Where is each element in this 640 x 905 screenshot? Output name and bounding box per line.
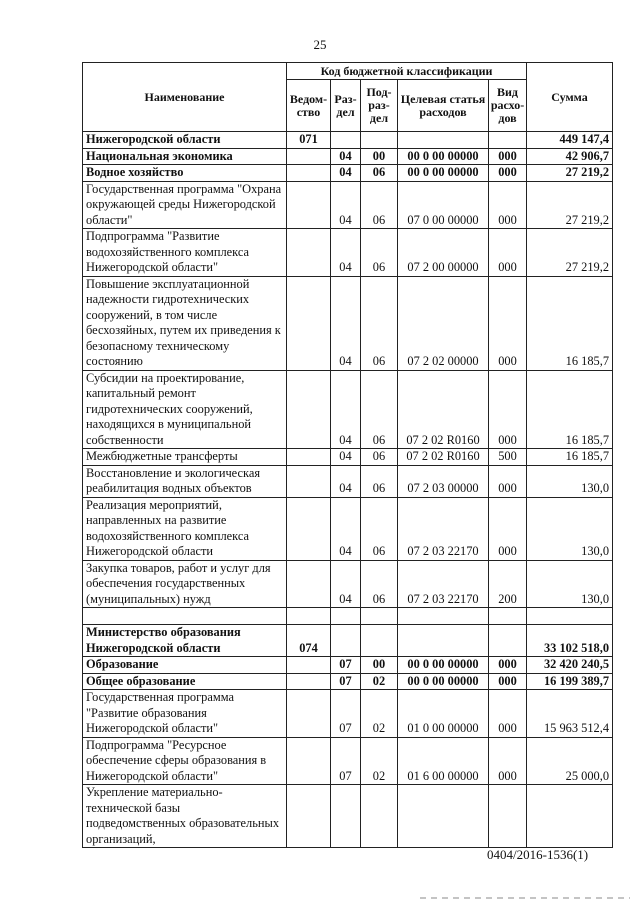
row-dept (287, 276, 331, 370)
row-target: 01 6 00 00000 (398, 737, 489, 785)
header-amount: Сумма (527, 63, 613, 132)
row-section: 07 (331, 673, 361, 690)
row-target (398, 625, 489, 657)
header-section: Раз-дел (331, 80, 361, 132)
row-expense-type: 000 (489, 229, 527, 277)
row-subsection: 06 (361, 181, 398, 229)
row-dept (287, 148, 331, 165)
row-expense-type: 000 (489, 148, 527, 165)
table-row (83, 229, 613, 277)
row-section: 04 (331, 497, 361, 560)
row-dept (287, 785, 331, 848)
row-target: 07 2 02 R0160 (398, 449, 489, 466)
row-subsection (361, 625, 398, 657)
row-amount: 42 906,7 (527, 148, 613, 165)
row-target: 00 0 00 00000 (398, 165, 489, 182)
table-row (83, 276, 613, 370)
row-target: 00 0 00 00000 (398, 657, 489, 674)
table-row (83, 737, 613, 785)
row-target: 01 0 00 00000 (398, 690, 489, 738)
row-amount: 16 199 389,7 (527, 673, 613, 690)
row-name: Общее образование (83, 673, 287, 690)
row-target: 07 2 02 00000 (398, 276, 489, 370)
row-amount: 130,0 (527, 497, 613, 560)
row-target: 07 2 03 00000 (398, 465, 489, 497)
row-section: 04 (331, 465, 361, 497)
row-expense-type (489, 625, 527, 657)
row-expense-type (489, 132, 527, 149)
row-amount: 16 185,7 (527, 370, 613, 449)
row-subsection: 06 (361, 165, 398, 182)
row-dept (287, 465, 331, 497)
row-expense-type: 200 (489, 560, 527, 608)
row-amount: 27 219,2 (527, 181, 613, 229)
row-target: 00 0 00 00000 (398, 148, 489, 165)
header-target: Целевая статья расходов (398, 80, 489, 132)
row-subsection (361, 132, 398, 149)
document-code: 0404/2016-1536(1) (487, 847, 589, 862)
row-name: Нижегородской области (83, 132, 287, 149)
row-target (398, 132, 489, 149)
row-expense-type: 500 (489, 449, 527, 466)
row-expense-type: 000 (489, 181, 527, 229)
row-name: Национальная экономика (83, 148, 287, 165)
row-amount: 25 000,0 (527, 737, 613, 785)
header-dept: Ведом-ство (287, 80, 331, 132)
row-target: 00 0 00 00000 (398, 673, 489, 690)
row-expense-type: 000 (489, 737, 527, 785)
row-section: 04 (331, 165, 361, 182)
row-expense-type: 000 (489, 690, 527, 738)
row-expense-type: 000 (489, 370, 527, 449)
budget-table (82, 62, 613, 848)
row-subsection: 06 (361, 370, 398, 449)
row-expense-type: 000 (489, 276, 527, 370)
row-dept (287, 370, 331, 449)
row-name: Закупка товаров, работ и услуг для обеспечения государственных (муниципальных) нужд (83, 560, 287, 608)
row-expense-type: 000 (489, 673, 527, 690)
table-row (83, 625, 613, 657)
row-subsection: 06 (361, 229, 398, 277)
row-section: 04 (331, 229, 361, 277)
row-amount: 16 185,7 (527, 276, 613, 370)
spacer-row (83, 608, 613, 625)
row-amount: 130,0 (527, 465, 613, 497)
row-section: 07 (331, 737, 361, 785)
row-name: Реализация мероприятий, направленных на развитие водохозяйственного комплекса Нижегородской области (83, 497, 287, 560)
row-dept: 074 (287, 625, 331, 657)
row-amount (527, 785, 613, 848)
row-target: 07 2 03 22170 (398, 497, 489, 560)
page-number: 25 (313, 37, 327, 52)
row-subsection: 06 (361, 449, 398, 466)
row-name: Повышение эксплуатационной надежности гидротехнических сооружений, в том числе бесхозяйных, путем их приведения к безопасному техническому состоянию (83, 276, 287, 370)
table-row (83, 370, 613, 449)
row-section: 04 (331, 276, 361, 370)
row-amount: 27 219,2 (527, 165, 613, 182)
row-dept (287, 165, 331, 182)
table-row (83, 132, 613, 149)
table-row (83, 449, 613, 466)
row-subsection: 06 (361, 276, 398, 370)
row-amount: 15 963 512,4 (527, 690, 613, 738)
row-dept (287, 673, 331, 690)
row-amount: 33 102 518,0 (527, 625, 613, 657)
row-target (398, 785, 489, 848)
row-section: 04 (331, 449, 361, 466)
row-name: Государственная программа "Развитие образования Нижегородской области" (83, 690, 287, 738)
table-row (83, 657, 613, 674)
row-subsection: 06 (361, 465, 398, 497)
header-subsection: Под-раз-дел (361, 80, 398, 132)
row-target: 07 0 00 00000 (398, 181, 489, 229)
row-subsection: 02 (361, 737, 398, 785)
row-dept (287, 690, 331, 738)
header-name: Наименование (83, 63, 287, 132)
row-amount: 16 185,7 (527, 449, 613, 466)
row-subsection (361, 785, 398, 848)
row-section (331, 625, 361, 657)
row-dept (287, 229, 331, 277)
row-expense-type: 000 (489, 657, 527, 674)
table-row (83, 497, 613, 560)
row-expense-type: 000 (489, 165, 527, 182)
row-dept: 071 (287, 132, 331, 149)
table-row (83, 673, 613, 690)
row-name: Субсидии на проектирование, капитальный ремонт гидротехнических сооружений, находящихся в муниципальной собственности (83, 370, 287, 449)
row-dept (287, 737, 331, 785)
row-name: Министерство образования Нижегородской области (83, 625, 287, 657)
row-subsection: 00 (361, 657, 398, 674)
row-subsection: 02 (361, 690, 398, 738)
row-amount: 449 147,4 (527, 132, 613, 149)
row-name: Водное хозяйство (83, 165, 287, 182)
row-section: 04 (331, 148, 361, 165)
row-subsection: 06 (361, 497, 398, 560)
row-amount: 130,0 (527, 560, 613, 608)
header-expense-type: Вид расхо-дов (489, 80, 527, 132)
table-row (83, 148, 613, 165)
table-row (83, 785, 613, 848)
row-subsection: 00 (361, 148, 398, 165)
row-name: Образование (83, 657, 287, 674)
row-section: 04 (331, 560, 361, 608)
row-section (331, 785, 361, 848)
row-dept (287, 449, 331, 466)
row-expense-type: 000 (489, 497, 527, 560)
row-section: 07 (331, 690, 361, 738)
row-target: 07 2 02 R0160 (398, 370, 489, 449)
row-name: Укрепление материально-технической базы подведомственных образовательных организаций, (83, 785, 287, 848)
row-dept (287, 560, 331, 608)
row-dept (287, 657, 331, 674)
row-name: Межбюджетные трансферты (83, 449, 287, 466)
row-section: 07 (331, 657, 361, 674)
table-row (83, 181, 613, 229)
row-name: Подпрограмма "Развитие водохозяйственного комплекса Нижегородской области" (83, 229, 287, 277)
row-subsection: 06 (361, 560, 398, 608)
table-row (83, 560, 613, 608)
row-section: 04 (331, 370, 361, 449)
row-name: Восстановление и экологическая реабилитация водных объектов (83, 465, 287, 497)
table-row (83, 465, 613, 497)
row-dept (287, 497, 331, 560)
row-target: 07 2 00 00000 (398, 229, 489, 277)
row-name: Государственная программа "Охрана окружающей среды Нижегородской области" (83, 181, 287, 229)
row-section: 04 (331, 181, 361, 229)
row-section (331, 132, 361, 149)
table-row (83, 165, 613, 182)
table-row (83, 690, 613, 738)
row-expense-type: 000 (489, 465, 527, 497)
row-subsection: 02 (361, 673, 398, 690)
row-amount: 27 219,2 (527, 229, 613, 277)
row-amount: 32 420 240,5 (527, 657, 613, 674)
scan-artifact (420, 897, 630, 899)
row-name: Подпрограмма "Ресурсное обеспечение сферы образования в Нижегородской области" (83, 737, 287, 785)
header-classification-group: Код бюджетной классификации (287, 63, 527, 80)
row-expense-type (489, 785, 527, 848)
row-dept (287, 181, 331, 229)
row-target: 07 2 03 22170 (398, 560, 489, 608)
